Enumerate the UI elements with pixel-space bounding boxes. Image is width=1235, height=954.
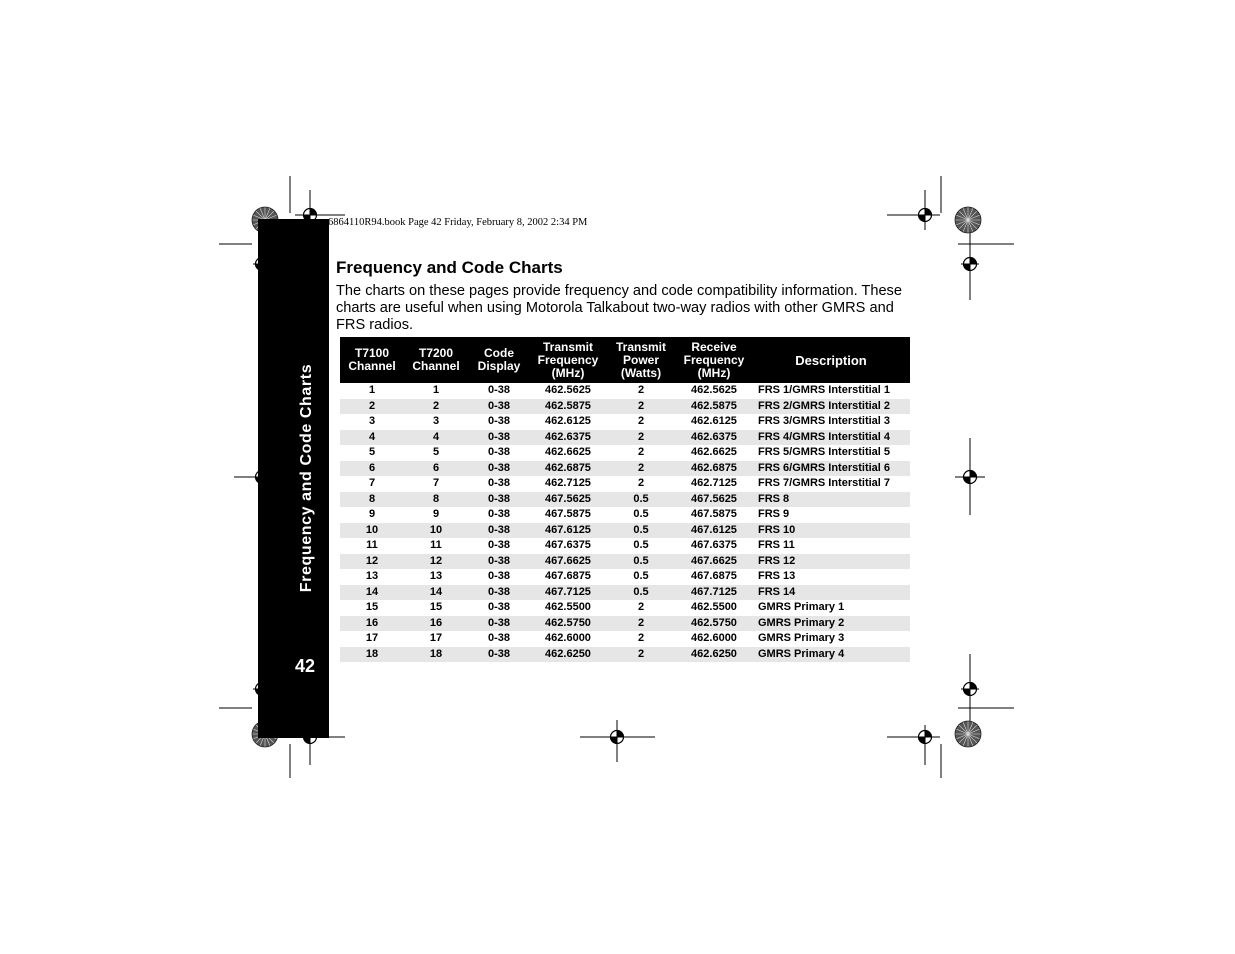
table-cell-transmit-frequency: 462.5625 xyxy=(545,384,591,397)
table-cell-receive-frequency: 462.6375 xyxy=(676,430,752,446)
table-row xyxy=(340,414,910,430)
table-cell-code-display: 0-38 xyxy=(468,585,530,601)
table-row xyxy=(340,399,910,415)
table-cell-description: GMRS Primary 2 xyxy=(752,616,910,632)
table-cell-transmit-frequency: 462.7125 xyxy=(545,477,591,490)
table-row xyxy=(340,554,910,570)
table-cell-transmit-frequency: 462.6125 xyxy=(545,415,591,428)
table-cell-receive-frequency: 467.6375 xyxy=(691,539,737,552)
table-header xyxy=(340,337,910,383)
table-cell-t7200-channel: 4 xyxy=(404,430,468,446)
intro-paragraph: The charts on these pages provide frequency and code compatibility information. These charts are useful when using Motorola Talkabout two-way radios with other GMRS and FRS radios. xyxy=(336,283,902,333)
column-header-line: Transmit xyxy=(542,339,593,354)
table-cell-transmit-power: 2 xyxy=(606,461,676,477)
table-cell-code-display: 0-38 xyxy=(468,616,530,632)
crosshair-registration-icon xyxy=(916,206,934,224)
table-cell-t7100-channel: 13 xyxy=(365,570,379,583)
table-cell-t7200-channel: 7 xyxy=(432,477,440,490)
section-heading: Frequency and Code Charts xyxy=(336,258,563,277)
table-row xyxy=(340,507,910,523)
table-row xyxy=(340,631,910,647)
table-cell-transmit-frequency: 467.6625 xyxy=(530,554,606,570)
table-cell-transmit-power: 2 xyxy=(606,647,676,663)
table-cell-description: GMRS Primary 4 xyxy=(752,647,910,663)
table-cell-transmit-frequency: 462.5500 xyxy=(545,601,591,614)
table-cell-transmit-frequency: 467.6125 xyxy=(530,523,606,539)
table-cell-description: FRS 4/GMRS Interstitial 4 xyxy=(752,430,910,446)
table-cell-description: FRS 10 xyxy=(752,523,910,539)
table-cell-t7100-channel: 14 xyxy=(340,585,404,601)
table-cell-t7100-channel: 8 xyxy=(340,492,404,508)
table-cell-receive-frequency: 467.5875 xyxy=(691,508,737,521)
starburst-registration-icon xyxy=(955,207,981,233)
column-header-line: Display xyxy=(477,359,521,373)
table-cell-receive-frequency: 462.5625 xyxy=(691,384,737,397)
column-header-description xyxy=(752,337,910,383)
table-cell-t7100-channel: 9 xyxy=(368,508,376,521)
table-cell-code-display: 0-38 xyxy=(487,508,511,521)
table-cell-transmit-frequency: 467.5625 xyxy=(530,492,606,508)
table-cell-t7200-channel: 11 xyxy=(430,539,442,552)
table-cell-transmit-power: 2 xyxy=(637,601,645,614)
table-cell-transmit-frequency: 467.7125 xyxy=(530,585,606,601)
crosshair-registration-icon xyxy=(916,728,934,746)
table-cell-transmit-power: 0.5 xyxy=(633,570,649,583)
table-cell-transmit-frequency: 462.6875 xyxy=(530,461,606,477)
table-cell-description: FRS 5/GMRS Interstitial 5 xyxy=(758,446,891,459)
chapter-side-tab xyxy=(258,219,329,738)
table-row xyxy=(340,492,910,508)
table-row xyxy=(340,461,910,477)
table-cell-t7100-channel: 16 xyxy=(340,616,404,632)
table-cell-t7200-channel: 8 xyxy=(404,492,468,508)
table-cell-t7100-channel: 1 xyxy=(368,384,376,397)
column-header-line: Transmit xyxy=(615,339,666,354)
table-cell-description: FRS 12 xyxy=(752,554,910,570)
table-row xyxy=(340,600,910,616)
starburst-registration-icon xyxy=(955,721,981,747)
table-cell-transmit-frequency: 462.5750 xyxy=(530,616,606,632)
table-row xyxy=(340,569,910,585)
table-cell-transmit-power: 2 xyxy=(637,446,645,459)
column-header-line: Description xyxy=(795,352,867,368)
column-header-line: (MHz) xyxy=(551,365,585,380)
column-header-line: (MHz) xyxy=(697,365,731,380)
table-row xyxy=(340,476,910,492)
table-cell-code-display: 0-38 xyxy=(468,399,530,415)
crosshair-registration-icon xyxy=(608,728,626,746)
table-cell-code-display: 0-38 xyxy=(487,384,511,397)
table-cell-transmit-power: 2 xyxy=(637,415,645,428)
table-cell-t7100-channel: 5 xyxy=(368,446,376,459)
table-cell-transmit-power: 2 xyxy=(637,632,645,645)
table-cell-transmit-frequency: 462.6375 xyxy=(530,430,606,446)
table-cell-transmit-power: 0.5 xyxy=(633,539,649,552)
table-row xyxy=(340,647,910,663)
table-cell-transmit-power: 2 xyxy=(606,399,676,415)
table-cell-transmit-frequency: 467.5875 xyxy=(545,508,591,521)
table-row xyxy=(340,445,910,461)
table-cell-receive-frequency: 467.5625 xyxy=(676,492,752,508)
table-cell-t7200-channel: 18 xyxy=(404,647,468,663)
table-cell-t7200-channel: 6 xyxy=(404,461,468,477)
crosshair-registration-icon xyxy=(961,255,979,273)
table-row xyxy=(340,523,910,539)
column-header-line: Code xyxy=(484,346,514,360)
table-cell-receive-frequency: 462.7125 xyxy=(691,477,737,490)
table-cell-transmit-power: 0.5 xyxy=(633,508,649,521)
table-cell-description: FRS 1/GMRS Interstitial 1 xyxy=(758,384,891,397)
table-cell-t7100-channel: 7 xyxy=(368,477,376,490)
column-header-transmit-power xyxy=(606,337,676,383)
table-row xyxy=(340,430,910,446)
table-cell-t7100-channel: 3 xyxy=(368,415,376,428)
table-cell-transmit-frequency: 467.6375 xyxy=(545,539,591,552)
table-body xyxy=(340,383,910,662)
table-cell-receive-frequency: 462.6250 xyxy=(676,647,752,663)
table-cell-t7200-channel: 10 xyxy=(404,523,468,539)
table-cell-description: FRS 8 xyxy=(752,492,910,508)
crosshair-registration-icon xyxy=(961,680,979,698)
table-cell-receive-frequency: 467.6125 xyxy=(676,523,752,539)
table-cell-code-display: 0-38 xyxy=(487,477,511,490)
table-cell-description: FRS 14 xyxy=(752,585,910,601)
table-cell-description: FRS 2/GMRS Interstitial 2 xyxy=(752,399,910,415)
table-cell-t7100-channel: 6 xyxy=(340,461,404,477)
table-cell-t7100-channel: 17 xyxy=(365,632,379,645)
table-cell-receive-frequency: 462.6625 xyxy=(691,446,737,459)
table-cell-code-display: 0-38 xyxy=(468,647,530,663)
table-cell-t7100-channel: 11 xyxy=(366,539,378,552)
table-cell-receive-frequency: 467.6875 xyxy=(691,570,737,583)
table-cell-code-display: 0-38 xyxy=(487,601,511,614)
table-cell-transmit-power: 0.5 xyxy=(606,585,676,601)
table-cell-description: FRS 6/GMRS Interstitial 6 xyxy=(752,461,910,477)
table-cell-code-display: 0-38 xyxy=(487,446,511,459)
table-cell-code-display: 0-38 xyxy=(487,415,511,428)
table-cell-description: FRS 9 xyxy=(758,508,790,521)
table-cell-receive-frequency: 462.5875 xyxy=(676,399,752,415)
table-cell-description: FRS 13 xyxy=(758,570,796,583)
table-cell-receive-frequency: 462.6125 xyxy=(691,415,737,428)
table-cell-transmit-frequency: 462.6000 xyxy=(545,632,591,645)
table-cell-t7100-channel: 15 xyxy=(365,601,379,614)
column-header-line: T7100 xyxy=(354,346,390,360)
table-cell-transmit-power: 0.5 xyxy=(606,554,676,570)
table-cell-transmit-power: 2 xyxy=(606,616,676,632)
column-header-line: T7200 xyxy=(418,346,454,360)
table-cell-description: GMRS Primary 1 xyxy=(758,601,845,614)
column-header-receive-frequency xyxy=(676,337,752,383)
table-cell-description: FRS 11 xyxy=(758,539,795,552)
column-header-t7100-channel xyxy=(340,337,404,383)
table-cell-code-display: 0-38 xyxy=(468,461,530,477)
table-cell-description: GMRS Primary 3 xyxy=(758,632,845,645)
table-cell-code-display: 0-38 xyxy=(468,523,530,539)
table-cell-receive-frequency: 467.7125 xyxy=(676,585,752,601)
table-cell-t7200-channel: 15 xyxy=(429,601,443,614)
table-cell-description: FRS 7/GMRS Interstitial 7 xyxy=(758,477,891,490)
table-cell-t7200-channel: 3 xyxy=(432,415,440,428)
table-cell-t7200-channel: 12 xyxy=(404,554,468,570)
column-header-line: Channel xyxy=(412,359,460,373)
column-header-line: Frequency xyxy=(683,352,745,367)
table-cell-t7200-channel: 13 xyxy=(429,570,443,583)
frequency-code-table xyxy=(340,337,910,662)
table-cell-code-display: 0-38 xyxy=(468,554,530,570)
table-row xyxy=(340,585,910,601)
column-header-line: Channel xyxy=(348,359,396,373)
table-cell-receive-frequency: 462.6000 xyxy=(691,632,737,645)
table-cell-t7200-channel: 5 xyxy=(432,446,440,459)
table-cell-transmit-power: 2 xyxy=(637,477,645,490)
chapter-side-title: Frequency and Code Charts xyxy=(298,363,315,593)
table-cell-t7100-channel: 18 xyxy=(340,647,404,663)
table-cell-transmit-power: 2 xyxy=(606,430,676,446)
table-row xyxy=(340,616,910,632)
table-cell-code-display: 0-38 xyxy=(487,632,511,645)
table-cell-transmit-power: 0.5 xyxy=(606,492,676,508)
table-cell-receive-frequency: 462.6875 xyxy=(676,461,752,477)
table-cell-t7100-channel: 10 xyxy=(340,523,404,539)
table-cell-t7200-channel: 9 xyxy=(432,508,440,521)
column-header-line: Receive xyxy=(691,339,737,354)
table-cell-receive-frequency: 462.5500 xyxy=(691,601,737,614)
table-cell-transmit-frequency: 462.5875 xyxy=(530,399,606,415)
table-cell-transmit-power: 0.5 xyxy=(606,523,676,539)
book-file-header: 6864110R94.book Page 42 Friday, February 8, 2002 2:34 PM xyxy=(328,217,588,228)
table-cell-transmit-frequency: 462.6625 xyxy=(545,446,591,459)
table-cell-t7100-channel: 12 xyxy=(340,554,404,570)
table-cell-code-display: 0-38 xyxy=(487,570,511,583)
column-header-code-display xyxy=(468,337,530,383)
table-cell-code-display: 0-38 xyxy=(468,492,530,508)
table-cell-receive-frequency: 462.5750 xyxy=(676,616,752,632)
table-cell-t7200-channel: 16 xyxy=(404,616,468,632)
table-cell-code-display: 0-38 xyxy=(487,539,511,552)
table-cell-code-display: 0-38 xyxy=(468,430,530,446)
table-cell-t7100-channel: 2 xyxy=(340,399,404,415)
table-cell-description: FRS 3/GMRS Interstitial 3 xyxy=(758,415,891,428)
table-cell-transmit-power: 2 xyxy=(637,384,645,397)
table-cell-t7200-channel: 1 xyxy=(432,384,440,397)
table-cell-transmit-frequency: 462.6250 xyxy=(530,647,606,663)
table-row xyxy=(340,538,910,554)
table-cell-receive-frequency: 467.6625 xyxy=(676,554,752,570)
column-header-line: Power xyxy=(622,352,659,367)
column-header-transmit-frequency xyxy=(530,337,606,383)
page-number: 42 xyxy=(295,656,316,676)
crosshair-registration-icon xyxy=(961,468,979,486)
table-cell-t7200-channel: 14 xyxy=(404,585,468,601)
table-cell-t7100-channel: 4 xyxy=(340,430,404,446)
column-header-line: Frequency xyxy=(537,352,599,367)
column-header-line: (Watts) xyxy=(620,365,662,380)
column-header-t7200-channel xyxy=(404,337,468,383)
table-cell-t7200-channel: 2 xyxy=(404,399,468,415)
table-cell-t7200-channel: 17 xyxy=(429,632,443,645)
table-header-row xyxy=(340,337,910,383)
table-row xyxy=(340,383,910,399)
table-cell-transmit-frequency: 467.6875 xyxy=(545,570,591,583)
